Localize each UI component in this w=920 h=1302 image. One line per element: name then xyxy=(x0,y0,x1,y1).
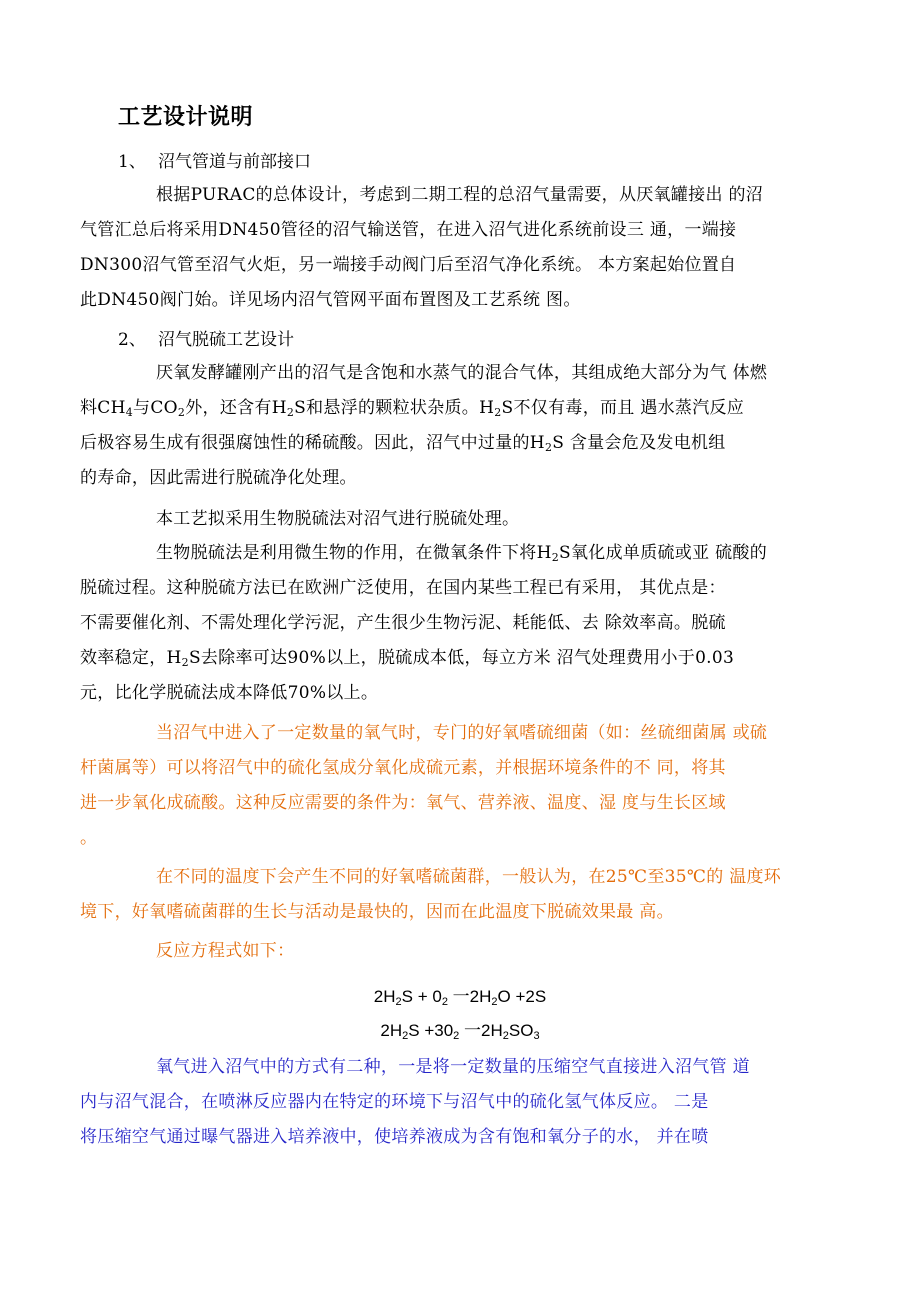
document-title: 工艺设计说明 xyxy=(118,105,254,130)
section-1-title: 沼气管道与前部接口 xyxy=(158,152,311,172)
para-line: 料$CH_4$与$CO_2$外，还含有$H_2S$和悬浮的颗粒状杂质。$H_2S$不仅有毒，而且 遇水蒸汽反应 xyxy=(80,398,745,419)
para-line: DN300沼气管至沼气火炬，另一端接手动阀门后至沼气净化系统。 本方案起始位置自 xyxy=(80,255,737,275)
paragraph-temperature xyxy=(80,860,808,930)
para-line: 此DN450阀门始。详见场内沼气管网平面布置图及工艺系统 图。 xyxy=(80,290,581,310)
para-line: 境下，好氧嗜硫菌群的生长与活动是最快的，因而在此温度下脱硫效果最 高。 xyxy=(80,902,674,922)
para-line: 当沼气中进入了一定数量的氧气时，专门的好氧嗜硫细菌（如：丝硫细菌属 或硫 xyxy=(156,723,768,743)
para-line: 进一步氧化成硫酸。这种反应需要的条件为：氧气、营养液、温度、湿 度与生长区域 xyxy=(80,793,726,813)
section-2-number: 2、 xyxy=(118,330,146,350)
section-2-title: 沼气脱硫工艺设计 xyxy=(158,330,294,350)
para-line: 效率稳定，$H_2S$去除率可达90%以上，脱硫成本低，每立方米 沼气处理费用小于0.03 xyxy=(80,648,735,669)
paragraph-interface xyxy=(80,178,808,318)
para-line: 根据PURAC的总体设计，考虑到二期工程的总沼气量需要，从厌氧罐接出 的沼 xyxy=(156,185,764,205)
equation-1: $2H_2S + 0_2$ 一$2H_2O +2S$ xyxy=(373,987,547,1008)
section-1-number: 1、 xyxy=(118,152,146,172)
para-line: 氧气进入沼气中的方式有二种，一是将一定数量的压缩空气直接进入沼气管 道 xyxy=(156,1057,750,1077)
paragraph-equation-intro xyxy=(118,934,808,969)
para-line: 后极容易生成有很强腐蚀性的稀硫酸。因此，沼气中过量的$H_2S$ 含量会危及发电机组 xyxy=(80,433,726,454)
paragraph-oxygen-bacteria xyxy=(80,716,808,856)
paragraph-method xyxy=(118,502,808,537)
para-line: 杆菌属等）可以将沼气中的硫化氢成分氧化成硫元素，并根据环境条件的不 同，将其 xyxy=(80,758,726,778)
para-line: 。 xyxy=(80,828,98,848)
section-1-heading xyxy=(118,150,311,174)
paragraph-bio-desulfurization xyxy=(80,536,808,711)
equation-2: $2H_2S +30_2$ 一$2H_2SO_3$ xyxy=(380,1021,540,1042)
section-2-heading xyxy=(118,328,294,352)
para-line: 本工艺拟采用生物脱硫法对沼气进行脱硫处理。 xyxy=(156,509,520,529)
para-line: 内与沼气混合，在喷淋反应器内在特定的环境下与沼气中的硫化氢气体反应。 二是 xyxy=(80,1092,709,1112)
para-line: 不需要催化剂、不需处理化学污泥，产生很少生物污泥、耗能低、去 除效率高。脱硫 xyxy=(80,613,726,633)
paragraph-biogas-composition xyxy=(80,356,808,496)
para-line: 脱硫过程。这种脱硫方法已在欧洲广泛使用，在国内某些工程已有采用， 其优点是： xyxy=(80,578,726,598)
para-line: 厌氧发酵罐刚产出的沼气是含饱和水蒸气的混合气体，其组成绝大部分为气 体燃 xyxy=(156,363,768,383)
para-line: 将压缩空气通过曝气器进入培养液中，使培养液成为含有饱和氧分子的水， 并在喷 xyxy=(80,1127,709,1147)
paragraph-oxygen-methods xyxy=(80,1050,808,1155)
para-line: 反应方程式如下： xyxy=(156,941,295,961)
para-line: 生物脱硫法是利用微生物的作用，在微氧条件下将$H_2S$氧化成单质硫或亚 硫酸的 xyxy=(156,543,767,564)
para-line: 元，比化学脱硫法成本降低70%以上。 xyxy=(80,683,379,703)
para-line: 的寿命，因此需进行脱硫净化处理。 xyxy=(80,468,357,488)
para-line: 气管汇总后将采用DN450管径的沼气输送管，在进入沼气进化系统前设三 通，一端接 xyxy=(80,220,737,240)
para-line: 在不同的温度下会产生不同的好氧嗜硫菌群，一般认为，在25℃至35℃的 温度环 xyxy=(156,867,782,887)
